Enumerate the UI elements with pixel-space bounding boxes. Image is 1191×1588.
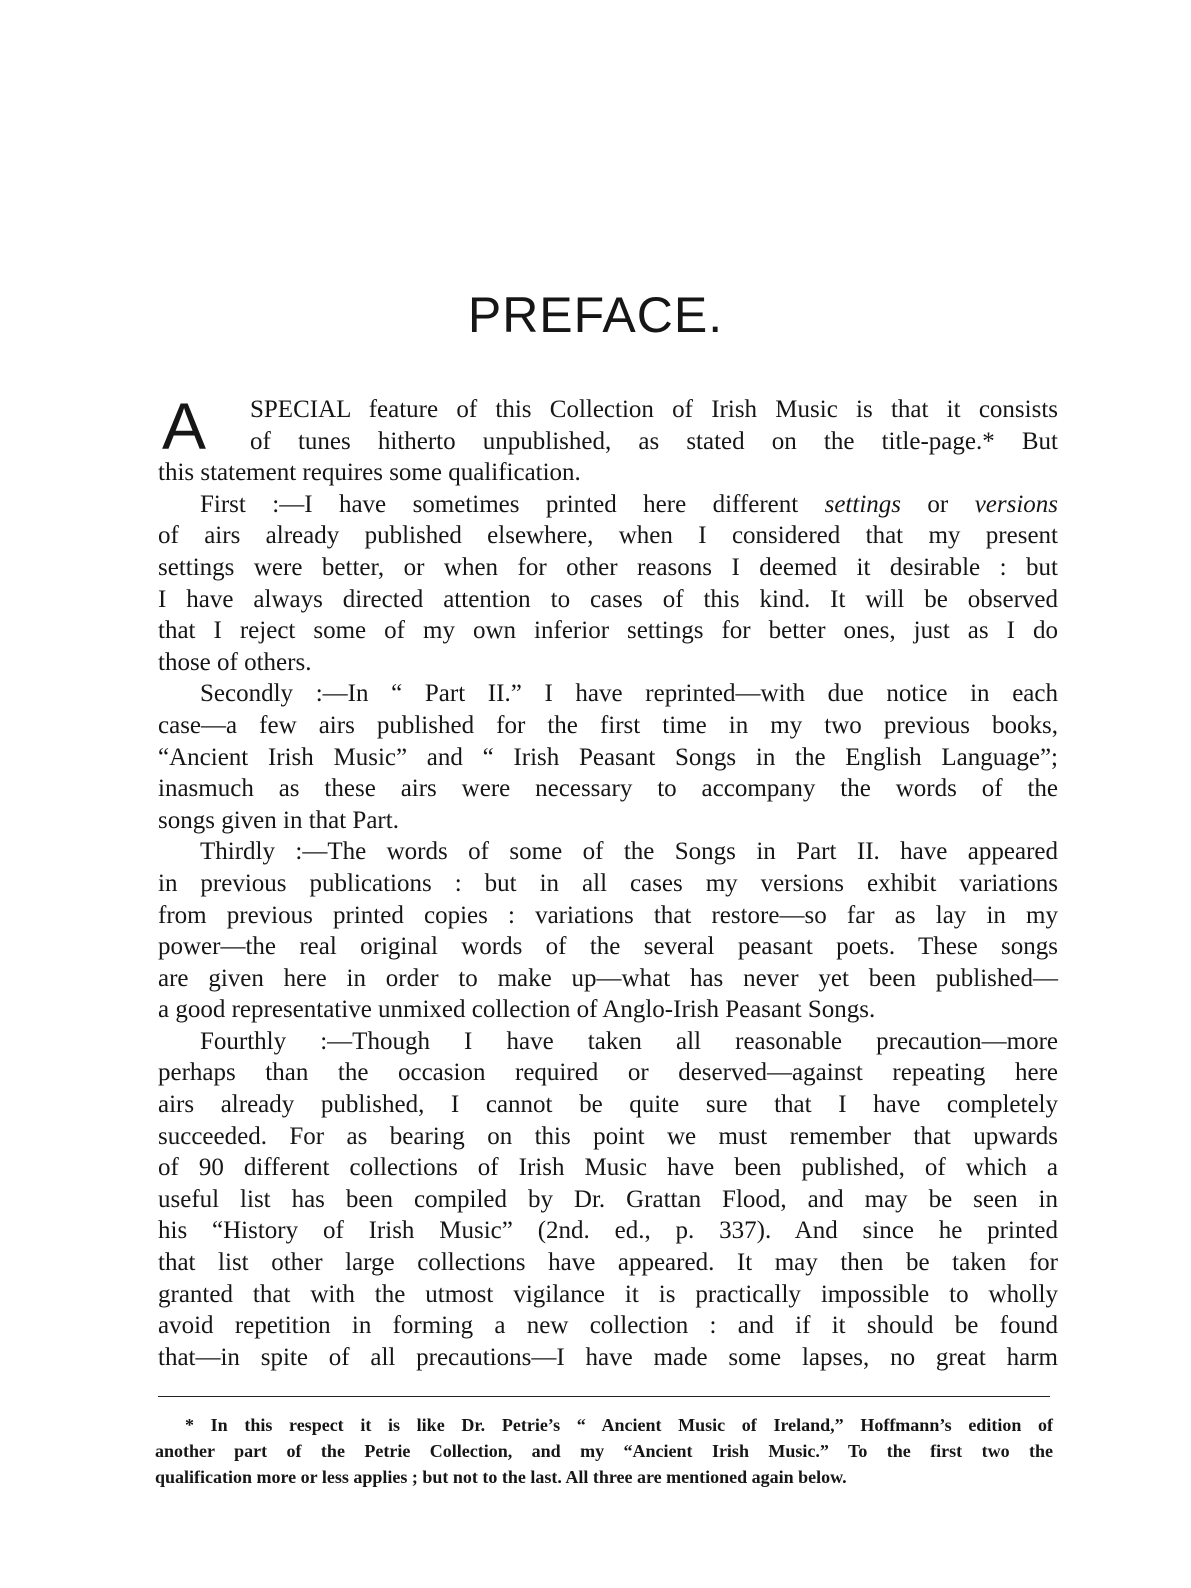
text-line: Thirdly :—The words of some of the Songs in Part II. have appeared — [200, 838, 1058, 866]
footnote-line: another part of the Petrie Collection, and my “Ancient Irish Music.” To the first two the — [155, 1441, 1053, 1461]
footnote — [155, 1412, 1053, 1490]
text-line: of airs already published elsewhere, when I considered that my present — [158, 522, 1058, 550]
footnote-line: qualification more or less applies ; but not to the last. All three are mentioned again below. — [155, 1467, 847, 1487]
text-line: granted that with the utmost vigilance it is practically impossible to wholly — [158, 1280, 1058, 1308]
text-line: his “History of Irish Music” (2nd. ed., p. 337). And since he printed — [158, 1217, 1058, 1245]
text-line: power—the real original words of the several peasant poets. These songs — [158, 933, 1058, 961]
text-line: from previous printed copies : variations that restore—so far as lay in my — [158, 901, 1058, 929]
text-line: of tunes hitherto unpublished, as stated on the title-page.* But — [250, 427, 1058, 455]
text-line: those of others. — [158, 648, 312, 676]
italic-word: versions — [974, 490, 1059, 518]
page-title: PREFACE. — [467, 287, 724, 343]
drop-cap: A — [162, 389, 207, 463]
text-line: settings were better, or when for other reasons I deemed it desirable : but — [158, 553, 1058, 581]
text-line: Secondly :—In “ Part II.” I have reprinted—with due notice in each — [200, 680, 1058, 708]
text-line: that I reject some of my own inferior settings for better ones, just as I do — [158, 617, 1058, 645]
text-line: this statement requires some qualification. — [158, 459, 581, 487]
preface-body — [158, 389, 1059, 1373]
italic-word: settings — [824, 490, 902, 518]
text-line: perhaps than the occasion required or deserved—against repeating here — [158, 1059, 1058, 1087]
text-fragment: or — [901, 490, 975, 518]
text-line: succeeded. For as bearing on this point we must remember that upwards — [158, 1122, 1058, 1150]
text-fragment: First :—I have sometimes printed here different — [200, 490, 825, 518]
footnote-line: * In this respect it is like Dr. Petrie’s “ Ancient Music of Ireland,” Hoffmann’s edition of — [185, 1415, 1053, 1435]
text-line: airs already published, I cannot be quite sure that I have completely — [158, 1091, 1058, 1119]
text-line: case—a few airs published for the first time in my two previous books, — [158, 711, 1058, 739]
text-line: a good representative unmixed collection of Anglo-Irish Peasant Songs. — [158, 996, 876, 1024]
text-line: I have always directed attention to cases of this kind. It will be observed — [158, 585, 1058, 613]
text-line: Fourthly :—Though I have taken all reasonable precaution—more — [200, 1027, 1058, 1055]
text-line: avoid repetition in forming a new collection : and if it should be found — [158, 1312, 1058, 1340]
text-line — [158, 489, 1058, 521]
text-line: in previous publications : but in all cases my versions exhibit variations — [158, 869, 1058, 897]
text-line: SPECIAL feature of this Collection of Irish Music is that it consists — [250, 396, 1058, 423]
text-line: songs given in that Part. — [158, 806, 399, 834]
text-line: are given here in order to make up—what has never yet been published— — [158, 964, 1058, 992]
text-line: “Ancient Irish Music” and “ Irish Peasant Songs in the English Language”; — [158, 743, 1058, 771]
text-line: that—in spite of all precautions—I have made some lapses, no great harm — [158, 1343, 1058, 1371]
footnote-divider — [158, 1396, 1050, 1397]
text-line: useful list has been compiled by Dr. Grattan Flood, and may be seen in — [158, 1185, 1058, 1213]
text-line: that list other large collections have appeared. It may then be taken for — [158, 1249, 1058, 1277]
text-line: of 90 different collections of Irish Music have been published, of which a — [158, 1154, 1058, 1182]
text-line: inasmuch as these airs were necessary to accompany the words of the — [158, 775, 1058, 803]
